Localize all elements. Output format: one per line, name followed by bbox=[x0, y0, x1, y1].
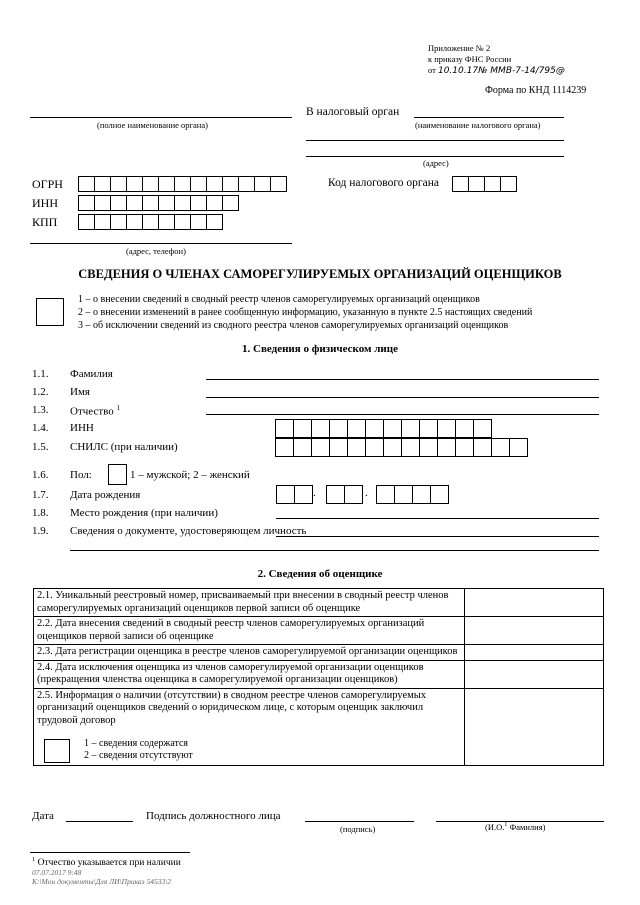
ogrn-label: ОГРН bbox=[32, 177, 63, 191]
entry-cell[interactable] bbox=[94, 195, 111, 211]
birth-place-label: Место рождения (при наличии) bbox=[70, 507, 218, 519]
entry-cell[interactable] bbox=[509, 438, 528, 457]
organ-name-line bbox=[30, 117, 292, 118]
row-2-5-value[interactable] bbox=[465, 688, 604, 765]
birth-date-label: Дата рождения bbox=[70, 489, 141, 501]
entry-cell[interactable] bbox=[238, 176, 255, 192]
entry-cell[interactable] bbox=[158, 195, 175, 211]
address-phone-caption: (адрес, телефон) bbox=[126, 246, 186, 256]
entry-cell[interactable] bbox=[326, 485, 345, 504]
entry-cell[interactable] bbox=[412, 485, 431, 504]
entry-cell[interactable] bbox=[94, 176, 111, 192]
date-label: Дата bbox=[32, 810, 54, 822]
gender-label: Пол: bbox=[70, 469, 92, 481]
footnote-text: Отчество указывается при наличии bbox=[37, 858, 181, 869]
entry-cell[interactable] bbox=[500, 176, 517, 192]
tax-address-line-2[interactable] bbox=[306, 156, 564, 157]
appendix-line-3 bbox=[428, 65, 565, 76]
name-caption bbox=[485, 822, 545, 832]
signature-caption: (подпись) bbox=[340, 824, 376, 834]
birth-month-boxes[interactable] bbox=[326, 485, 362, 504]
tax-address-line-1[interactable] bbox=[306, 140, 564, 141]
entry-cell[interactable] bbox=[126, 176, 143, 192]
inn-label: ИНН bbox=[32, 196, 58, 210]
field-num: 1.3. bbox=[32, 404, 49, 416]
stamp-line-2: К:\Мои документы\Для ЛИ\Приказ 54533\2 bbox=[32, 877, 172, 886]
entry-cell[interactable] bbox=[376, 485, 395, 504]
entry-cell[interactable] bbox=[206, 195, 223, 211]
footnote-ref: 1 bbox=[504, 822, 508, 829]
entry-cell[interactable] bbox=[174, 176, 191, 192]
snils-boxes[interactable] bbox=[275, 438, 527, 457]
entry-cell[interactable] bbox=[78, 176, 95, 192]
gender-options: 1 – мужской; 2 – женский bbox=[130, 469, 250, 481]
stamp-line-1: 07.07.2017 9:48 bbox=[32, 868, 82, 877]
appendix-line-1: Приложение № 2 bbox=[428, 43, 491, 53]
person-inn-boxes[interactable] bbox=[275, 419, 491, 438]
field-num: 1.7. bbox=[32, 489, 49, 501]
entry-cell[interactable] bbox=[94, 214, 111, 230]
document-title: СВЕДЕНИЯ О ЧЛЕНАХ САМОРЕГУЛИРУЕМЫХ ОРГАНИЗАЦИЙ ОЦЕНЩИКОВ bbox=[78, 267, 562, 281]
entry-cell[interactable] bbox=[190, 195, 207, 211]
entry-cell[interactable] bbox=[344, 485, 363, 504]
field-num: 1.5. bbox=[32, 441, 49, 453]
entry-cell[interactable] bbox=[126, 195, 143, 211]
presence-option-1: 1 – сведения содержатся bbox=[84, 737, 189, 749]
entry-cell[interactable] bbox=[174, 214, 191, 230]
footnote-mark: 1 bbox=[32, 856, 36, 863]
entry-cell[interactable] bbox=[365, 438, 384, 457]
gender-box[interactable] bbox=[108, 464, 127, 485]
name-caption-start: (И.О. bbox=[485, 822, 505, 832]
row-2-5-cell bbox=[34, 688, 465, 765]
entry-cell[interactable] bbox=[401, 438, 420, 457]
tax-address-caption: (адрес) bbox=[423, 158, 449, 168]
row-2-1-label: 2.1. Уникальный реестровый номер, присваиваемый при внесении в сводный реестр членов саморегулируемых организаций оценщиков первой записи об оценщике bbox=[34, 589, 465, 617]
name-label: Имя bbox=[70, 386, 90, 398]
type-option-2: 2 – о внесении изменений в ранее сообщенную информацию, указанную в пункте 2.5 настоящих сведений bbox=[78, 307, 533, 318]
row-2-2-label: 2.2. Дата внесения сведений в сводный реестр членов саморегулируемых организаций оценщиков первой записи об оценщике bbox=[34, 617, 465, 645]
row-2-2-value[interactable] bbox=[465, 617, 604, 645]
entry-cell[interactable] bbox=[401, 419, 420, 438]
date-line[interactable] bbox=[66, 821, 133, 822]
entry-cell[interactable] bbox=[329, 438, 348, 457]
entry-cell[interactable] bbox=[473, 419, 492, 438]
entry-cell[interactable] bbox=[142, 176, 159, 192]
handwritten-order-number: 10.10.17№ ММВ-7-14/795@ bbox=[437, 66, 565, 76]
entry-cell[interactable] bbox=[174, 195, 191, 211]
tax-code-label: Код налогового органа bbox=[328, 177, 440, 189]
row-2-1-value[interactable] bbox=[465, 589, 604, 617]
row-2-3-value[interactable] bbox=[465, 645, 604, 661]
entry-cell[interactable] bbox=[110, 176, 127, 192]
footnote bbox=[32, 856, 181, 868]
appendix-line-2: к приказу ФНС России bbox=[428, 54, 512, 64]
tax-organ-label: В налоговый орган bbox=[306, 106, 400, 118]
entry-cell[interactable] bbox=[158, 214, 175, 230]
birth-place-line[interactable] bbox=[276, 518, 599, 519]
entry-cell[interactable] bbox=[78, 195, 95, 211]
id-document-label: Сведения о документе, удостоверяющем личность bbox=[70, 525, 307, 537]
entry-cell[interactable] bbox=[419, 438, 438, 457]
field-num: 1.2. bbox=[32, 386, 49, 398]
kpp-label: КПП bbox=[32, 215, 58, 229]
patronymic-label bbox=[70, 404, 120, 418]
entry-cell[interactable] bbox=[206, 176, 223, 192]
surname-line[interactable] bbox=[206, 379, 599, 380]
table-row bbox=[34, 688, 604, 765]
patronymic-label-text: Отчество bbox=[70, 405, 114, 418]
entry-cell[interactable] bbox=[142, 195, 159, 211]
type-code-box[interactable] bbox=[36, 298, 64, 326]
entry-cell[interactable] bbox=[452, 176, 469, 192]
field-num: 1.1. bbox=[32, 368, 49, 380]
appendix-from-label: от bbox=[428, 65, 436, 75]
table-row bbox=[34, 589, 604, 617]
entry-cell[interactable] bbox=[110, 195, 127, 211]
entry-cell[interactable] bbox=[254, 176, 271, 192]
entry-cell[interactable] bbox=[468, 176, 485, 192]
row-2-4-value[interactable] bbox=[465, 660, 604, 688]
entry-cell[interactable] bbox=[275, 419, 294, 438]
section1-title: 1. Сведения о физическом лице bbox=[242, 343, 398, 355]
field-num: 1.6. bbox=[32, 469, 49, 481]
row-2-5-label: 2.5. Информация о наличии (отсутствии) в сводном реестре членов саморегулируемых организаций оценщиков сведений о юридическом лице, с которым оценщик заключил трудовой договор bbox=[37, 689, 427, 726]
table-row bbox=[34, 660, 604, 688]
name-caption-end: Фамилия) bbox=[507, 822, 546, 832]
tax-code-boxes[interactable] bbox=[452, 176, 516, 192]
footnote-ref: 1 bbox=[116, 404, 120, 412]
id-document-line-2[interactable] bbox=[70, 550, 599, 551]
entry-cell[interactable] bbox=[365, 419, 384, 438]
presence-code-box[interactable] bbox=[44, 739, 70, 763]
entry-cell[interactable] bbox=[394, 485, 413, 504]
id-document-line-1[interactable] bbox=[276, 536, 599, 537]
entry-cell[interactable] bbox=[383, 419, 402, 438]
row-2-3-label: 2.3. Дата регистрации оценщика в реестре членов саморегулируемой организации оценщиков bbox=[34, 645, 465, 661]
entry-cell[interactable] bbox=[222, 176, 239, 192]
entry-cell[interactable] bbox=[455, 419, 474, 438]
address-phone-line[interactable] bbox=[30, 243, 292, 244]
field-num: 1.8. bbox=[32, 507, 49, 519]
entry-cell[interactable] bbox=[110, 214, 127, 230]
signature-line[interactable] bbox=[305, 821, 414, 822]
entry-cell[interactable] bbox=[473, 438, 492, 457]
entry-cell[interactable] bbox=[430, 485, 449, 504]
entry-cell[interactable] bbox=[437, 438, 456, 457]
entry-cell[interactable] bbox=[275, 438, 294, 457]
entry-cell[interactable] bbox=[78, 214, 95, 230]
ogrn-boxes[interactable] bbox=[78, 176, 286, 192]
table-row bbox=[34, 617, 604, 645]
entry-cell[interactable] bbox=[190, 176, 207, 192]
table-row bbox=[34, 645, 604, 661]
entry-cell[interactable] bbox=[293, 438, 312, 457]
entry-cell[interactable] bbox=[311, 438, 330, 457]
entry-cell[interactable] bbox=[347, 438, 366, 457]
form-code: Форма по КНД 1114239 bbox=[485, 85, 587, 96]
presence-option-2: 2 – сведения отсутствуют bbox=[84, 749, 193, 761]
entry-cell[interactable] bbox=[491, 438, 510, 457]
kpp-boxes[interactable] bbox=[78, 214, 222, 230]
entry-cell[interactable] bbox=[294, 485, 313, 504]
entry-cell[interactable] bbox=[206, 214, 223, 230]
snils-label: СНИЛС (при наличии) bbox=[70, 441, 178, 453]
type-option-3: 3 – об исключении сведений из сводного реестра членов саморегулируемых организаций оценщиков bbox=[78, 320, 509, 331]
entry-cell[interactable] bbox=[455, 438, 474, 457]
entry-cell[interactable] bbox=[484, 176, 501, 192]
name-line[interactable] bbox=[206, 397, 599, 398]
inn-boxes[interactable] bbox=[78, 195, 238, 211]
field-num: 1.4. bbox=[32, 422, 49, 434]
surname-label: Фамилия bbox=[70, 368, 113, 380]
field-num: 1.9. bbox=[32, 525, 49, 537]
entry-cell[interactable] bbox=[222, 195, 239, 211]
footnote-divider bbox=[30, 852, 190, 853]
evaluator-table bbox=[33, 588, 604, 766]
date-separator: . bbox=[313, 487, 316, 499]
organ-name-caption: (полное наименование органа) bbox=[97, 120, 208, 130]
date-separator: . bbox=[365, 487, 368, 499]
patronymic-line[interactable] bbox=[206, 414, 599, 415]
entry-cell[interactable] bbox=[126, 214, 143, 230]
birth-year-boxes[interactable] bbox=[376, 485, 448, 504]
entry-cell[interactable] bbox=[311, 419, 330, 438]
entry-cell[interactable] bbox=[419, 419, 438, 438]
type-option-1: 1 – о внесении сведений в сводный реестр членов саморегулируемых организаций оценщиков bbox=[78, 294, 480, 305]
tax-organ-line[interactable] bbox=[414, 117, 564, 118]
entry-cell[interactable] bbox=[329, 419, 348, 438]
section2-title: 2. Сведения об оценщике bbox=[257, 568, 383, 580]
signature-label: Подпись должностного лица bbox=[146, 810, 281, 822]
person-inn-label: ИНН bbox=[70, 422, 94, 434]
entry-cell[interactable] bbox=[270, 176, 287, 192]
tax-organ-caption: (наименование налогового органа) bbox=[415, 120, 541, 130]
entry-cell[interactable] bbox=[437, 419, 456, 438]
entry-cell[interactable] bbox=[293, 419, 312, 438]
entry-cell[interactable] bbox=[190, 214, 207, 230]
entry-cell[interactable] bbox=[347, 419, 366, 438]
birth-day-boxes[interactable] bbox=[276, 485, 312, 504]
row-2-4-label: 2.4. Дата исключения оценщика из членов саморегулируемой организации оценщиков (прекращения членства оценщика в саморегулируемой организации оценщиков) bbox=[34, 660, 465, 688]
entry-cell[interactable] bbox=[383, 438, 402, 457]
entry-cell[interactable] bbox=[276, 485, 295, 504]
entry-cell[interactable] bbox=[158, 176, 175, 192]
entry-cell[interactable] bbox=[142, 214, 159, 230]
